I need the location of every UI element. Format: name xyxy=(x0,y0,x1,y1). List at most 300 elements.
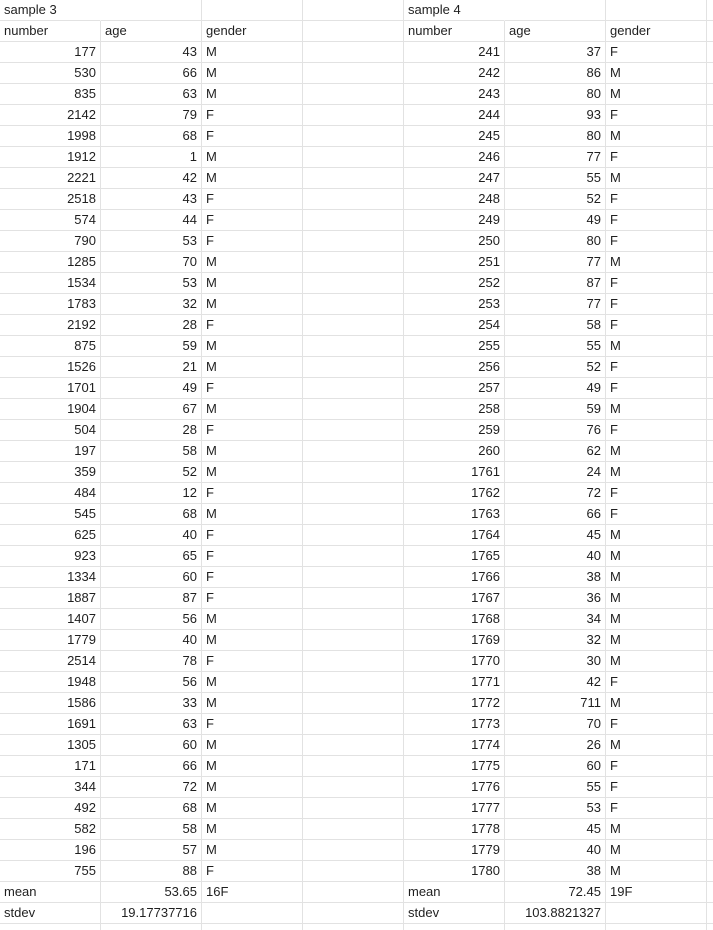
sample3-number-cell[interactable]: 344 xyxy=(0,777,101,798)
sample3-gender-cell[interactable]: M xyxy=(202,273,303,294)
sample3-gender-cell[interactable]: M xyxy=(202,63,303,84)
sample4-header-age[interactable]: age xyxy=(505,21,606,42)
sample3-age-cell[interactable]: 43 xyxy=(101,42,202,63)
sample4-number-cell[interactable]: 258 xyxy=(404,399,505,420)
empty-cell[interactable] xyxy=(303,588,404,609)
sample4-number-cell[interactable]: 249 xyxy=(404,210,505,231)
sample3-age-cell[interactable]: 42 xyxy=(101,168,202,189)
sample3-age-cell[interactable]: 28 xyxy=(101,420,202,441)
sample3-age-cell[interactable]: 33 xyxy=(101,693,202,714)
empty-cell[interactable] xyxy=(303,609,404,630)
sample4-age-cell[interactable]: 55 xyxy=(505,336,606,357)
sample3-number-cell[interactable]: 1305 xyxy=(0,735,101,756)
sample3-number-cell[interactable]: 2142 xyxy=(0,105,101,126)
sample3-number-cell[interactable]: 1586 xyxy=(0,693,101,714)
empty-cell[interactable] xyxy=(0,924,101,930)
sample3-mean-gender[interactable]: 16F xyxy=(202,882,303,903)
sample3-gender-cell[interactable]: M xyxy=(202,336,303,357)
sample4-age-cell[interactable]: 55 xyxy=(505,777,606,798)
sample3-age-cell[interactable]: 88 xyxy=(101,861,202,882)
sample4-age-cell[interactable]: 80 xyxy=(505,126,606,147)
sample3-age-cell[interactable]: 44 xyxy=(101,210,202,231)
sample4-age-cell[interactable]: 66 xyxy=(505,504,606,525)
sample3-stdev-value[interactable]: 19.17737716 xyxy=(101,903,202,924)
sample4-number-cell[interactable]: 1769 xyxy=(404,630,505,651)
sample3-age-cell[interactable]: 79 xyxy=(101,105,202,126)
sample4-number-cell[interactable]: 1770 xyxy=(404,651,505,672)
sample3-number-cell[interactable]: 484 xyxy=(0,483,101,504)
empty-cell[interactable] xyxy=(505,0,606,21)
sample3-number-cell[interactable]: 1783 xyxy=(0,294,101,315)
sample3-number-cell[interactable]: 359 xyxy=(0,462,101,483)
empty-cell[interactable] xyxy=(303,861,404,882)
sample4-age-cell[interactable]: 52 xyxy=(505,357,606,378)
sample3-number-cell[interactable]: 1701 xyxy=(0,378,101,399)
empty-cell[interactable] xyxy=(303,693,404,714)
sample3-number-cell[interactable]: 2514 xyxy=(0,651,101,672)
sample3-age-cell[interactable]: 40 xyxy=(101,525,202,546)
sample3-number-cell[interactable]: 1998 xyxy=(0,126,101,147)
sample4-gender-cell[interactable]: M xyxy=(606,693,707,714)
sample4-age-cell[interactable]: 711 xyxy=(505,693,606,714)
sample4-number-cell[interactable]: 253 xyxy=(404,294,505,315)
sample3-number-cell[interactable]: 755 xyxy=(0,861,101,882)
sample3-age-cell[interactable]: 67 xyxy=(101,399,202,420)
sample3-age-cell[interactable]: 66 xyxy=(101,756,202,777)
sample4-gender-cell[interactable]: M xyxy=(606,819,707,840)
sample4-gender-cell[interactable]: F xyxy=(606,798,707,819)
sample3-age-cell[interactable]: 59 xyxy=(101,336,202,357)
sample4-gender-cell[interactable]: M xyxy=(606,609,707,630)
empty-cell[interactable] xyxy=(303,399,404,420)
empty-cell[interactable] xyxy=(303,63,404,84)
sample3-header-age[interactable]: age xyxy=(101,21,202,42)
sample3-gender-cell[interactable]: F xyxy=(202,231,303,252)
sample3-number-cell[interactable]: 790 xyxy=(0,231,101,252)
sample3-mean-value[interactable]: 53.65 xyxy=(101,882,202,903)
sample4-gender-cell[interactable]: F xyxy=(606,189,707,210)
sample4-number-cell[interactable]: 252 xyxy=(404,273,505,294)
sample4-number-cell[interactable]: 259 xyxy=(404,420,505,441)
empty-cell[interactable] xyxy=(303,546,404,567)
sample4-number-cell[interactable]: 248 xyxy=(404,189,505,210)
sample4-number-cell[interactable]: 1778 xyxy=(404,819,505,840)
sample4-gender-cell[interactable]: F xyxy=(606,273,707,294)
sample3-age-cell[interactable]: 49 xyxy=(101,378,202,399)
sample3-gender-cell[interactable]: M xyxy=(202,819,303,840)
empty-cell[interactable] xyxy=(303,735,404,756)
empty-cell[interactable] xyxy=(202,0,303,21)
sample3-age-cell[interactable]: 21 xyxy=(101,357,202,378)
sample4-gender-cell[interactable]: F xyxy=(606,378,707,399)
sample4-gender-cell[interactable]: F xyxy=(606,777,707,798)
sample4-number-cell[interactable]: 243 xyxy=(404,84,505,105)
sample4-number-cell[interactable]: 241 xyxy=(404,42,505,63)
sample3-number-cell[interactable]: 197 xyxy=(0,441,101,462)
sample4-mean-value[interactable]: 72.45 xyxy=(505,882,606,903)
sample4-gender-cell[interactable]: F xyxy=(606,504,707,525)
sample4-header-number[interactable]: number xyxy=(404,21,505,42)
sample4-number-cell[interactable]: 260 xyxy=(404,441,505,462)
sample4-age-cell[interactable]: 55 xyxy=(505,168,606,189)
sample3-number-cell[interactable]: 2192 xyxy=(0,315,101,336)
sample4-gender-cell[interactable]: F xyxy=(606,105,707,126)
sample3-gender-cell[interactable]: M xyxy=(202,357,303,378)
empty-cell[interactable] xyxy=(303,525,404,546)
sample3-gender-cell[interactable]: M xyxy=(202,252,303,273)
sample4-number-cell[interactable]: 1761 xyxy=(404,462,505,483)
empty-cell[interactable] xyxy=(303,777,404,798)
sample3-age-cell[interactable]: 66 xyxy=(101,63,202,84)
sample3-gender-cell[interactable]: M xyxy=(202,840,303,861)
sample4-gender-cell[interactable]: M xyxy=(606,840,707,861)
empty-cell[interactable] xyxy=(606,903,707,924)
sample4-gender-cell[interactable]: M xyxy=(606,861,707,882)
sample4-gender-cell[interactable]: M xyxy=(606,441,707,462)
sample3-gender-cell[interactable]: M xyxy=(202,756,303,777)
sample4-number-cell[interactable]: 246 xyxy=(404,147,505,168)
empty-cell[interactable] xyxy=(303,210,404,231)
sample4-age-cell[interactable]: 80 xyxy=(505,84,606,105)
sample4-number-cell[interactable]: 1767 xyxy=(404,588,505,609)
sample3-gender-cell[interactable]: M xyxy=(202,294,303,315)
sample4-gender-cell[interactable]: F xyxy=(606,42,707,63)
sample4-age-cell[interactable]: 38 xyxy=(505,567,606,588)
empty-cell[interactable] xyxy=(303,441,404,462)
sample4-number-cell[interactable]: 1772 xyxy=(404,693,505,714)
sample3-gender-cell[interactable]: F xyxy=(202,483,303,504)
sample3-number-cell[interactable]: 492 xyxy=(0,798,101,819)
sample3-gender-cell[interactable]: M xyxy=(202,735,303,756)
sample4-gender-cell[interactable]: F xyxy=(606,147,707,168)
sample4-gender-cell[interactable]: F xyxy=(606,714,707,735)
sample3-number-cell[interactable]: 1779 xyxy=(0,630,101,651)
sample3-gender-cell[interactable]: F xyxy=(202,315,303,336)
sample3-number-cell[interactable]: 835 xyxy=(0,84,101,105)
sample3-header-gender[interactable]: gender xyxy=(202,21,303,42)
sample3-age-cell[interactable]: 63 xyxy=(101,714,202,735)
empty-cell[interactable] xyxy=(303,882,404,903)
sample3-gender-cell[interactable]: M xyxy=(202,504,303,525)
sample3-number-cell[interactable]: 171 xyxy=(0,756,101,777)
sample3-age-cell[interactable]: 68 xyxy=(101,798,202,819)
sample3-gender-cell[interactable]: M xyxy=(202,42,303,63)
sample3-age-cell[interactable]: 53 xyxy=(101,273,202,294)
sample3-gender-cell[interactable]: M xyxy=(202,672,303,693)
empty-cell[interactable] xyxy=(303,903,404,924)
sample4-number-cell[interactable]: 1775 xyxy=(404,756,505,777)
sample4-gender-cell[interactable]: F xyxy=(606,483,707,504)
empty-cell[interactable] xyxy=(303,84,404,105)
empty-cell[interactable] xyxy=(303,273,404,294)
sample4-gender-cell[interactable]: M xyxy=(606,168,707,189)
sample4-age-cell[interactable]: 53 xyxy=(505,798,606,819)
empty-cell[interactable] xyxy=(303,420,404,441)
sample4-stdev-label[interactable]: stdev xyxy=(404,903,505,924)
sample3-gender-cell[interactable]: M xyxy=(202,693,303,714)
sample4-gender-cell[interactable]: F xyxy=(606,357,707,378)
empty-cell[interactable] xyxy=(303,651,404,672)
empty-cell[interactable] xyxy=(303,294,404,315)
empty-cell[interactable] xyxy=(303,462,404,483)
sample4-title[interactable]: sample 4 xyxy=(404,0,505,21)
empty-cell[interactable] xyxy=(303,126,404,147)
sample3-age-cell[interactable]: 56 xyxy=(101,672,202,693)
sample3-number-cell[interactable]: 196 xyxy=(0,840,101,861)
empty-cell[interactable] xyxy=(303,798,404,819)
sample4-age-cell[interactable]: 37 xyxy=(505,42,606,63)
sample3-age-cell[interactable]: 43 xyxy=(101,189,202,210)
empty-cell[interactable] xyxy=(303,252,404,273)
sample4-stdev-value[interactable]: 103.8821327 xyxy=(505,903,606,924)
empty-cell[interactable] xyxy=(303,378,404,399)
sample4-number-cell[interactable]: 254 xyxy=(404,315,505,336)
sample3-gender-cell[interactable]: F xyxy=(202,126,303,147)
sample3-age-cell[interactable]: 12 xyxy=(101,483,202,504)
sample4-age-cell[interactable]: 32 xyxy=(505,630,606,651)
sample3-age-cell[interactable]: 70 xyxy=(101,252,202,273)
sample4-gender-cell[interactable]: M xyxy=(606,336,707,357)
sample3-age-cell[interactable]: 68 xyxy=(101,126,202,147)
sample4-number-cell[interactable]: 255 xyxy=(404,336,505,357)
empty-cell[interactable] xyxy=(101,924,202,930)
sample4-gender-cell[interactable]: M xyxy=(606,525,707,546)
sample3-age-cell[interactable]: 28 xyxy=(101,315,202,336)
sample3-age-cell[interactable]: 40 xyxy=(101,630,202,651)
sample3-age-cell[interactable]: 65 xyxy=(101,546,202,567)
sample4-age-cell[interactable]: 77 xyxy=(505,294,606,315)
sample4-number-cell[interactable]: 251 xyxy=(404,252,505,273)
empty-cell[interactable] xyxy=(303,924,404,930)
empty-cell[interactable] xyxy=(303,21,404,42)
sample4-age-cell[interactable]: 77 xyxy=(505,252,606,273)
sample4-gender-cell[interactable]: M xyxy=(606,63,707,84)
sample4-age-cell[interactable]: 45 xyxy=(505,525,606,546)
sample3-number-cell[interactable]: 1334 xyxy=(0,567,101,588)
sample3-gender-cell[interactable]: M xyxy=(202,441,303,462)
sample4-number-cell[interactable]: 1765 xyxy=(404,546,505,567)
sample3-number-cell[interactable]: 1407 xyxy=(0,609,101,630)
sample4-age-cell[interactable]: 49 xyxy=(505,378,606,399)
sample4-number-cell[interactable]: 1774 xyxy=(404,735,505,756)
sample3-gender-cell[interactable]: F xyxy=(202,105,303,126)
sample4-number-cell[interactable]: 1764 xyxy=(404,525,505,546)
sample4-number-cell[interactable]: 1773 xyxy=(404,714,505,735)
empty-cell[interactable] xyxy=(303,231,404,252)
sample4-gender-cell[interactable]: M xyxy=(606,126,707,147)
sample4-age-cell[interactable]: 45 xyxy=(505,819,606,840)
empty-cell[interactable] xyxy=(404,924,505,930)
sample3-number-cell[interactable]: 177 xyxy=(0,42,101,63)
sample4-gender-cell[interactable]: F xyxy=(606,231,707,252)
sample4-number-cell[interactable]: 250 xyxy=(404,231,505,252)
empty-cell[interactable] xyxy=(303,336,404,357)
sample4-gender-cell[interactable]: M xyxy=(606,462,707,483)
sample3-age-cell[interactable]: 1 xyxy=(101,147,202,168)
empty-cell[interactable] xyxy=(303,315,404,336)
empty-cell[interactable] xyxy=(606,0,707,21)
sample3-age-cell[interactable]: 63 xyxy=(101,84,202,105)
sample4-mean-label[interactable]: mean xyxy=(404,882,505,903)
sample4-age-cell[interactable]: 58 xyxy=(505,315,606,336)
empty-cell[interactable] xyxy=(303,483,404,504)
sample4-age-cell[interactable]: 59 xyxy=(505,399,606,420)
sample3-age-cell[interactable]: 57 xyxy=(101,840,202,861)
sample3-number-cell[interactable]: 1887 xyxy=(0,588,101,609)
sample3-gender-cell[interactable]: F xyxy=(202,714,303,735)
empty-cell[interactable] xyxy=(606,924,707,930)
empty-cell[interactable] xyxy=(303,105,404,126)
sample4-age-cell[interactable]: 30 xyxy=(505,651,606,672)
empty-cell[interactable] xyxy=(303,840,404,861)
sample3-number-cell[interactable]: 875 xyxy=(0,336,101,357)
sample4-age-cell[interactable]: 93 xyxy=(505,105,606,126)
empty-cell[interactable] xyxy=(303,756,404,777)
sample3-gender-cell[interactable]: M xyxy=(202,168,303,189)
sample3-gender-cell[interactable]: M xyxy=(202,798,303,819)
sample4-number-cell[interactable]: 1763 xyxy=(404,504,505,525)
sample3-gender-cell[interactable]: F xyxy=(202,189,303,210)
sample4-gender-cell[interactable]: M xyxy=(606,630,707,651)
sample4-number-cell[interactable]: 244 xyxy=(404,105,505,126)
sample4-age-cell[interactable]: 24 xyxy=(505,462,606,483)
sample4-gender-cell[interactable]: M xyxy=(606,588,707,609)
sample3-number-cell[interactable]: 1526 xyxy=(0,357,101,378)
sample4-number-cell[interactable]: 1776 xyxy=(404,777,505,798)
empty-cell[interactable] xyxy=(303,168,404,189)
sample4-age-cell[interactable]: 60 xyxy=(505,756,606,777)
sample4-gender-cell[interactable]: F xyxy=(606,315,707,336)
sample3-gender-cell[interactable]: M xyxy=(202,630,303,651)
sample4-age-cell[interactable]: 62 xyxy=(505,441,606,462)
sample3-gender-cell[interactable]: F xyxy=(202,210,303,231)
sample3-age-cell[interactable]: 58 xyxy=(101,441,202,462)
sample3-gender-cell[interactable]: F xyxy=(202,546,303,567)
sample4-age-cell[interactable]: 72 xyxy=(505,483,606,504)
sample4-age-cell[interactable]: 70 xyxy=(505,714,606,735)
sample4-number-cell[interactable]: 1771 xyxy=(404,672,505,693)
sample3-number-cell[interactable]: 1948 xyxy=(0,672,101,693)
sample4-age-cell[interactable]: 42 xyxy=(505,672,606,693)
sample4-number-cell[interactable]: 1777 xyxy=(404,798,505,819)
sample3-gender-cell[interactable]: M xyxy=(202,609,303,630)
sample4-gender-cell[interactable]: M xyxy=(606,252,707,273)
sample4-gender-cell[interactable]: M xyxy=(606,651,707,672)
sample3-number-cell[interactable]: 625 xyxy=(0,525,101,546)
sample4-gender-cell[interactable]: F xyxy=(606,210,707,231)
empty-cell[interactable] xyxy=(303,189,404,210)
empty-cell[interactable] xyxy=(202,924,303,930)
sample4-number-cell[interactable]: 242 xyxy=(404,63,505,84)
sample3-gender-cell[interactable]: M xyxy=(202,462,303,483)
sample4-number-cell[interactable]: 245 xyxy=(404,126,505,147)
empty-cell[interactable] xyxy=(303,567,404,588)
sample4-mean-gender[interactable]: 19F xyxy=(606,882,707,903)
empty-cell[interactable] xyxy=(303,0,404,21)
sample3-number-cell[interactable]: 1912 xyxy=(0,147,101,168)
sample4-age-cell[interactable]: 38 xyxy=(505,861,606,882)
sample3-age-cell[interactable]: 58 xyxy=(101,819,202,840)
sample3-age-cell[interactable]: 32 xyxy=(101,294,202,315)
sample4-number-cell[interactable]: 256 xyxy=(404,357,505,378)
sample3-gender-cell[interactable]: F xyxy=(202,420,303,441)
sample3-gender-cell[interactable]: F xyxy=(202,525,303,546)
empty-cell[interactable] xyxy=(303,819,404,840)
sample4-age-cell[interactable]: 40 xyxy=(505,546,606,567)
sample3-gender-cell[interactable]: M xyxy=(202,777,303,798)
sample3-number-cell[interactable]: 2221 xyxy=(0,168,101,189)
sample4-gender-cell[interactable]: M xyxy=(606,399,707,420)
sample3-gender-cell[interactable]: M xyxy=(202,84,303,105)
sample4-age-cell[interactable]: 49 xyxy=(505,210,606,231)
sample3-number-cell[interactable]: 545 xyxy=(0,504,101,525)
empty-cell[interactable] xyxy=(303,714,404,735)
sample3-gender-cell[interactable]: F xyxy=(202,861,303,882)
sample4-gender-cell[interactable]: M xyxy=(606,735,707,756)
sample3-title[interactable]: sample 3 xyxy=(0,0,101,21)
sample3-gender-cell[interactable]: M xyxy=(202,147,303,168)
sample3-header-number[interactable]: number xyxy=(0,21,101,42)
sample4-number-cell[interactable]: 1762 xyxy=(404,483,505,504)
sample4-age-cell[interactable]: 76 xyxy=(505,420,606,441)
sample3-mean-label[interactable]: mean xyxy=(0,882,101,903)
empty-cell[interactable] xyxy=(303,504,404,525)
sample4-age-cell[interactable]: 36 xyxy=(505,588,606,609)
sample4-age-cell[interactable]: 40 xyxy=(505,840,606,861)
empty-cell[interactable] xyxy=(101,0,202,21)
sample3-gender-cell[interactable]: F xyxy=(202,567,303,588)
sample3-number-cell[interactable]: 923 xyxy=(0,546,101,567)
sample3-number-cell[interactable]: 1904 xyxy=(0,399,101,420)
sample4-number-cell[interactable]: 1779 xyxy=(404,840,505,861)
empty-cell[interactable] xyxy=(303,357,404,378)
sample3-age-cell[interactable]: 60 xyxy=(101,567,202,588)
sample3-age-cell[interactable]: 78 xyxy=(101,651,202,672)
sample3-gender-cell[interactable]: F xyxy=(202,588,303,609)
sample4-gender-cell[interactable]: F xyxy=(606,756,707,777)
sample3-gender-cell[interactable]: F xyxy=(202,378,303,399)
sample3-gender-cell[interactable]: M xyxy=(202,399,303,420)
sample3-number-cell[interactable]: 574 xyxy=(0,210,101,231)
sample3-number-cell[interactable]: 1285 xyxy=(0,252,101,273)
empty-cell[interactable] xyxy=(303,42,404,63)
empty-cell[interactable] xyxy=(202,903,303,924)
sample3-age-cell[interactable]: 53 xyxy=(101,231,202,252)
sample4-gender-cell[interactable]: M xyxy=(606,567,707,588)
empty-cell[interactable] xyxy=(303,630,404,651)
sample4-gender-cell[interactable]: F xyxy=(606,672,707,693)
sample3-stdev-label[interactable]: stdev xyxy=(0,903,101,924)
sample4-age-cell[interactable]: 77 xyxy=(505,147,606,168)
sample4-number-cell[interactable]: 1780 xyxy=(404,861,505,882)
sample4-age-cell[interactable]: 87 xyxy=(505,273,606,294)
sample4-gender-cell[interactable]: M xyxy=(606,546,707,567)
sample4-age-cell[interactable]: 26 xyxy=(505,735,606,756)
sample3-age-cell[interactable]: 72 xyxy=(101,777,202,798)
sample3-number-cell[interactable]: 1534 xyxy=(0,273,101,294)
empty-cell[interactable] xyxy=(303,147,404,168)
sample3-age-cell[interactable]: 56 xyxy=(101,609,202,630)
sample3-number-cell[interactable]: 1691 xyxy=(0,714,101,735)
sample4-number-cell[interactable]: 247 xyxy=(404,168,505,189)
sample4-gender-cell[interactable]: M xyxy=(606,84,707,105)
sample4-age-cell[interactable]: 86 xyxy=(505,63,606,84)
sample4-number-cell[interactable]: 1766 xyxy=(404,567,505,588)
sample3-age-cell[interactable]: 52 xyxy=(101,462,202,483)
sample3-number-cell[interactable]: 504 xyxy=(0,420,101,441)
sample3-age-cell[interactable]: 87 xyxy=(101,588,202,609)
sample3-age-cell[interactable]: 68 xyxy=(101,504,202,525)
